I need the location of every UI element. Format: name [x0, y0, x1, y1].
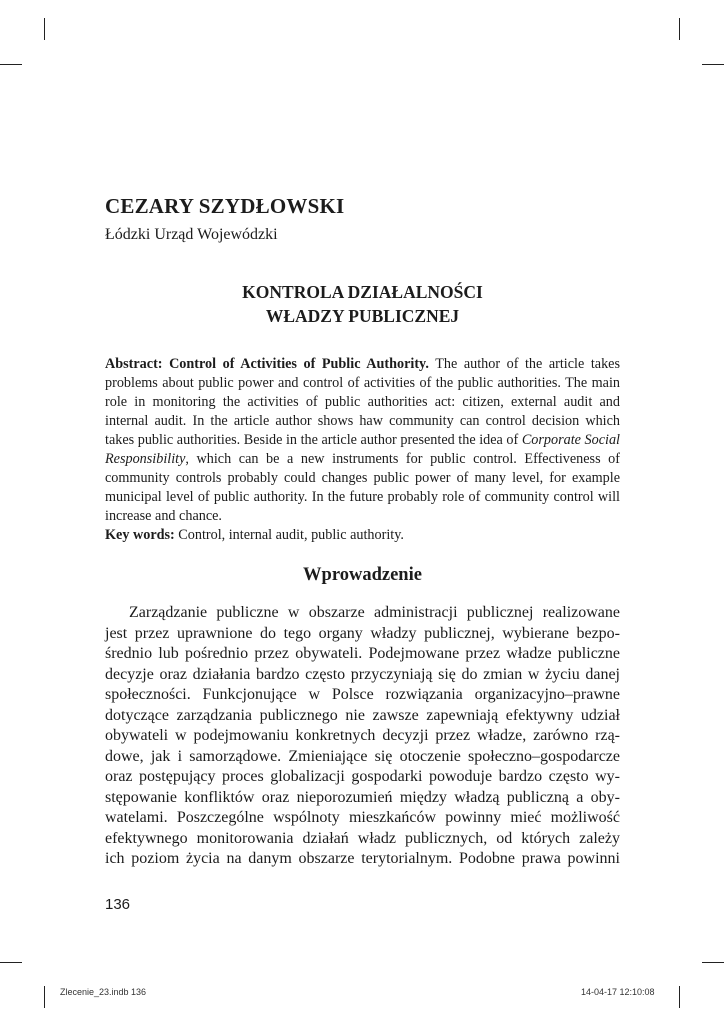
article-title-line-1: KONTROLA DZIAŁALNOŚCI [242, 282, 483, 302]
body-text [105, 603, 620, 870]
page-number: 136 [105, 896, 131, 913]
body-line: efektywnego monitorowania działań władz publicznych, od których zależy [105, 829, 620, 847]
crop-mark-right-top [702, 64, 724, 65]
body-line: społeczności. Funkcjonujące w Polsce rozwiązania organizacyjno–prawne [105, 686, 620, 703]
crop-mark-top-left [44, 18, 45, 40]
abstract-italic-term: Corporate Social Responsibility [105, 432, 620, 467]
print-slug-file: Zlecenie_23.indb 136 [60, 987, 147, 997]
abstract-text-1: The author of the article takes problems about public power and control of activities of the public authorities. The main role in monitoring the activities of public authorities act: citizen, external audit and internal audit. In the article author shows haw community can control decision which takes public authorities. Beside in the article author presented the idea of [105, 356, 620, 448]
author-name: CEZARY SZYDŁOWSKI [105, 194, 345, 218]
keywords-text: Control, internal audit, public authority. [174, 527, 404, 543]
body-line: obywateli w podejmowaniu konkretnych decyzji przez władze, zarówno rzą- [105, 727, 620, 744]
keywords-label: Key words: [105, 527, 175, 543]
body-line: stępowanie konfliktów oraz nieporozumień między władzą publiczną a oby- [105, 788, 620, 806]
body-line: Zarządzanie publiczne w obszarze administracji publicznej realizowane [129, 604, 620, 621]
crop-mark-right-bottom [702, 962, 724, 963]
body-line: dotyczące zarządzania publicznego nie zawsze zapewniają efektywny udział [105, 706, 620, 724]
abstract-block [105, 355, 620, 545]
print-slug-date: 14-04-17 12:10:08 [581, 987, 655, 997]
crop-mark-left-top [0, 64, 22, 65]
section-heading: Wprowadzenie [303, 565, 422, 585]
crop-mark-bottom-right [679, 986, 680, 1008]
body-line: watelami. Poszczególne wspólnoty mieszkańców powinny mieć możliwość [105, 809, 620, 826]
keywords-paragraph [105, 526, 620, 545]
body-line: decyzje oraz działania bardzo często przyczyniają się do zmian w życiu danej [105, 665, 620, 683]
abstract-label: Abstract: Control of Activities of Public Authority. [105, 356, 429, 372]
body-line: dowe, jak i samorządowe. Zmieniające się otoczenie społeczno–gospodarcze [105, 747, 620, 765]
body-line: oraz postępujący proces globalizacji gospodarki powoduje bardzo często wy- [105, 768, 620, 785]
article-title [105, 280, 620, 328]
crop-mark-bottom-left [44, 986, 45, 1008]
body-line: jest przez uprawnione do tego organy władzy publicznej, wybierane bezpo- [105, 624, 620, 642]
crop-mark-left-bottom [0, 962, 22, 963]
crop-mark-top-right [679, 18, 680, 40]
body-line: średnio lub pośrednio przez obywateli. Podejmowane przez władze publiczne [105, 645, 620, 662]
abstract-text-2: , which can be a new instruments for public control. Effectiveness of community controls probably could changes public power of many level, for example municipal level of public authority. In the future probably role of community control will increase and chance. [105, 451, 620, 524]
article-title-line-2: WŁADZY PUBLICZNEJ [265, 306, 460, 326]
abstract-paragraph [105, 355, 620, 526]
author-affiliation: Łódzki Urząd Wojewódzki [105, 226, 278, 243]
body-line: ich poziom życia na danym obszarze terytorialnym. Podobne prawa powinni [105, 850, 620, 867]
